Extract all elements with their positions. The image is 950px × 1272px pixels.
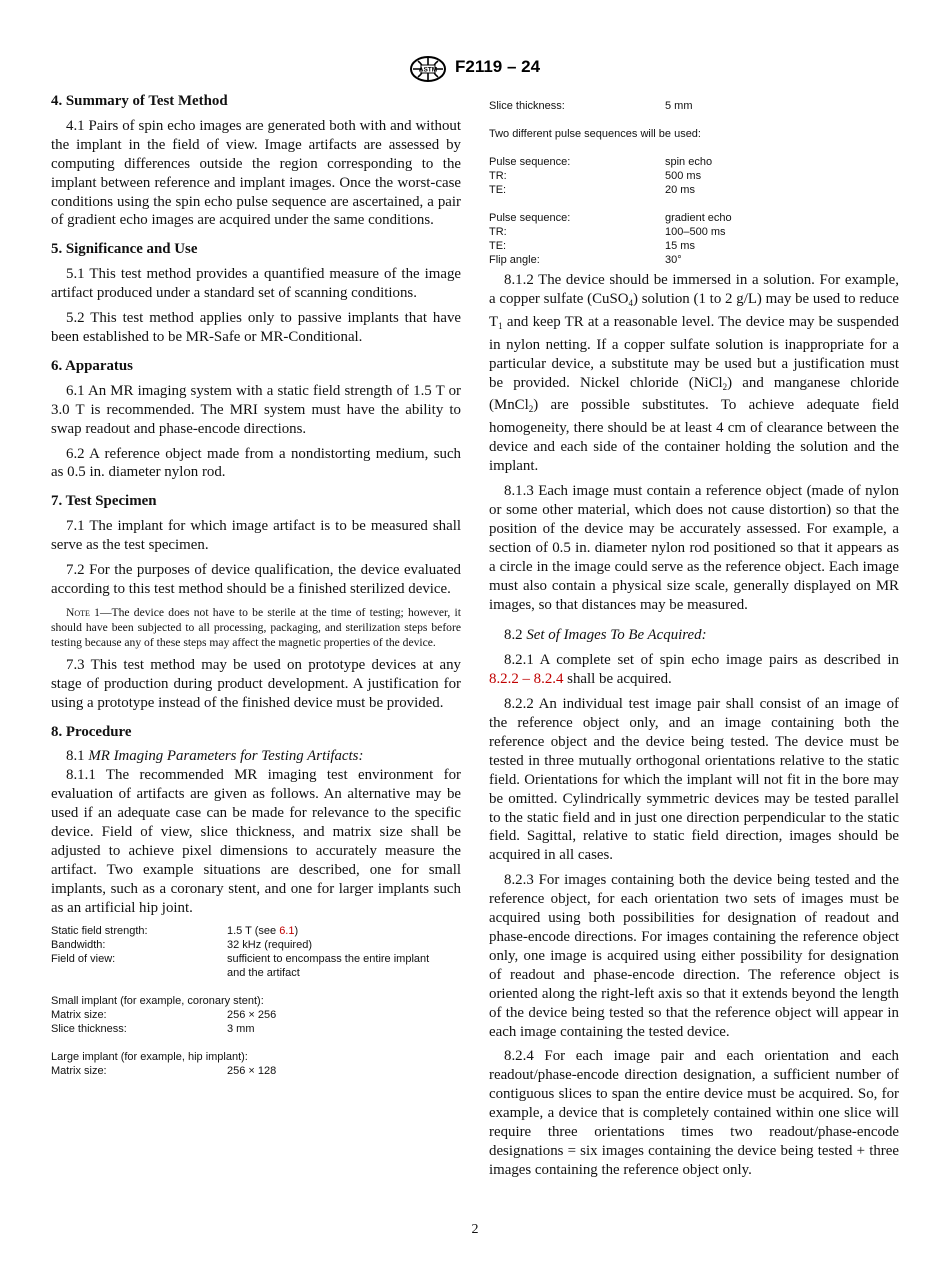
para-8-2-3: 8.2.3 For images containing both the device being tested and the reference object, for each orientation two sets of images must be acquired using both possibilities for designation of readout and phase-encode directions. For images containing the reference object only, one image is acquired using either possibility for designation of readout and phase-encode direction. The reference object is oriented along the right-left axis so that it extends beyond the length of the device being tested so that the reference object will appear in each image containing the tested device. <box>489 872 899 1040</box>
ref-link-6-1[interactable]: 6.1 <box>279 924 295 937</box>
left-column <box>51 92 461 1078</box>
param-group-heading: Small implant (for example, coronary stent): <box>51 994 264 1007</box>
para-8-1-number: 8.1 <box>66 748 85 765</box>
param-value: 32 kHz (required) <box>227 938 312 951</box>
param-row <box>489 225 732 239</box>
param-row <box>51 1064 429 1078</box>
param-label: Static field strength: <box>51 924 148 937</box>
static-close: ) <box>294 924 299 937</box>
param-value: sufficient to encompass the entire implant <box>227 952 430 965</box>
para-8-1-1: 8.1.1 The recommended MR imaging test environment for evaluation of artifacts are given as follows. An alternative may be used if an adequate case can be made for relevance to the specific device. Field of view, slice thickness, and matrix size shall be adjusted to achieve pixel dimensions to accurately measure the artifact. Two example situations are described, one for small implants, such as a coronary stent, and one for larger implants such as an artificial hip joint. <box>51 767 461 916</box>
param-label: Slice thickness: <box>489 100 565 112</box>
param-row <box>489 155 732 169</box>
param-label: TE: <box>489 184 507 196</box>
param-value: 500 ms <box>665 170 702 182</box>
param-value: 15 ms <box>665 240 695 252</box>
para-7-1: 7.1 The implant for which image artifact is to be measured shall serve as the test specimen. <box>51 518 461 554</box>
param-row <box>489 169 732 183</box>
param-label: Pulse sequence: <box>489 212 571 224</box>
page-number: 2 <box>471 1222 479 1237</box>
para-8-1-3: 8.1.3 Each image must contain a reference object (made of nylon or some other material, which does not cause distortion) so that the position of the device may be accurately assessed. For example, a section of 0.5 in. diameter nylon rod positioned so that it appears as a circle in the image could serve as the reference object. Each image must also contain a physical size scale, generally displayed on MR images, so that distances may be measured. <box>489 483 899 613</box>
param-value: 20 ms <box>665 184 695 196</box>
param-value: spin echo <box>665 156 713 168</box>
param-row <box>489 99 732 113</box>
param-row <box>489 253 732 267</box>
param-group-heading: Large implant (for example, hip implant): <box>51 1050 248 1063</box>
section-4-heading: 4. Summary of Test Method <box>51 93 228 109</box>
para-5-2: 5.2 This test method applies only to passive implants that have been established to be MR-Safe or MR-Conditional. <box>51 310 461 345</box>
document-id: F2119 – 24 <box>455 57 541 76</box>
note-label: Note 1 <box>66 605 100 619</box>
para-8-2-title: Set of Images To Be Acquired: <box>526 627 707 644</box>
text-run: and keep TR at a reasonable level. The device may be suspended in nylon netting. If a copper sulfate solution is inappropriate for a particular device, a substitute may be used but a justification must be provided. Nickel chloride (NiCl <box>489 313 899 391</box>
text-run: ) and manganese chloride (MnCl <box>489 374 899 414</box>
param-row <box>51 938 429 952</box>
param-label: Flip angle: <box>489 254 540 266</box>
para-8-2-4: 8.2.4 For each image pair and each orientation and each readout/phase-encode direction designation, a sufficient number of contiguous slices to span the entire device must be acquired. So, for example, a device that is completely contained within one slice will require three orientations times two readout/phase-encode designations = six images containing the device being tested + three images containing the reference object only. <box>489 1048 899 1178</box>
param-value: 100–500 ms <box>665 226 726 238</box>
param-label: Matrix size: <box>51 1008 107 1021</box>
text-run: ) are possible substitutes. To achieve adequate field homogeneity, there should be at least 4 cm of clearance between the device and each side of the container holding the solution and the implant. <box>489 397 899 475</box>
subscript: 1 <box>498 320 503 331</box>
param-value: 5 mm <box>665 100 693 112</box>
note-text: —The device does not have to be sterile at the time of testing; however, it should have been subjected to all processing, packaging, and sterilization steps before testing because any of these steps may affect the magnetic properties of the device. <box>51 605 461 649</box>
para-7-2: 7.2 For the purposes of device qualification, the device evaluated according to this test method should be a finished sterilized device. <box>51 562 461 597</box>
param-value <box>227 924 429 938</box>
para-8-2-number: 8.2 <box>504 627 523 644</box>
param-row <box>51 1008 429 1022</box>
param-row <box>489 183 732 197</box>
param-label: Slice thickness: <box>51 1022 127 1035</box>
text-run: 8.2.1 A complete set of spin echo image pairs as described in <box>504 652 899 669</box>
para-8-2 <box>489 626 899 645</box>
subscript: 2 <box>722 381 728 392</box>
subscript: 4 <box>628 297 634 308</box>
param-value: 256 × 128 <box>227 1064 277 1077</box>
text-run: shall be acquired. <box>563 671 672 688</box>
param-value: 256 × 256 <box>227 1008 277 1021</box>
param-row <box>51 952 429 966</box>
param-row <box>489 127 732 141</box>
subscript: 2 <box>528 404 534 415</box>
section-6-heading: 6. Apparatus <box>51 357 133 374</box>
para-8-1 <box>51 747 461 766</box>
astm-logo-icon <box>409 56 447 82</box>
section-8-heading: 8. Procedure <box>51 723 132 740</box>
section-5-heading: 5. Significance and Use <box>51 241 198 258</box>
param-label: Bandwidth: <box>51 938 106 951</box>
para-4-1: 4.1 Pairs of spin echo images are generated both with and without the implant in the field of view. Image artifacts are assessed by computing differences outside the region corresponding to the implant between reference and implant images. Once the worst-case conditions using the spin echo pulse sequence are ascertained, a pair of gradient echo images are acquired under the same conditions. <box>51 117 461 229</box>
param-label: TR: <box>489 170 507 182</box>
param-row <box>51 924 429 938</box>
para-5-1: 5.1 This test method provides a quantified measure of the image artifact produced under a standard set of scanning conditions. <box>51 266 461 302</box>
param-row <box>489 211 732 225</box>
param-label: Matrix size: <box>51 1064 107 1077</box>
ref-link-8-2-2-to-8-2-4[interactable]: 8.2.2 – 8.2.4 <box>489 671 564 688</box>
para-7-3: 7.3 This test method may be used on prototype devices at any stage of production during product development. A justification for using a prototype instead of the finished device must be provided. <box>51 656 461 711</box>
param-label: Pulse sequence: <box>489 156 571 168</box>
para-8-2-2: 8.2.2 An individual test image pair shall consist of an image of the reference object only, and an image containing both the reference object and the device being tested. The device must be tested in three mutually orthogonal orientations relative to the static field. Orientations for which the implant will not fit in the bore may be omitted. Cylindrically symmetric devices may be tested parallel to the static field and in just one direction perpendicular to the static field. Sagittal, relative to static field direction, images should be acquired in all cases. <box>489 696 899 864</box>
para-8-2-1 <box>489 651 899 689</box>
para-6-1: 6.1 An MR imaging system with a static field strength of 1.5 T or 3.0 T is recommended. The MRI system must have the ability to swap readout and phase-encode directions. <box>51 382 461 437</box>
param-row <box>51 1022 429 1036</box>
param-label: TE: <box>489 240 507 252</box>
param-value: and the artifact <box>227 966 300 979</box>
page-header <box>0 56 950 82</box>
param-row <box>489 239 732 253</box>
svg-text:ASTM: ASTM <box>418 66 438 74</box>
param-value: 3 mm <box>227 1022 255 1035</box>
para-8-1-2 <box>489 271 899 476</box>
static-value: 1.5 T (see <box>227 924 280 937</box>
text-run: ) solution (1 to 2 g/L) may be used to reduce T <box>489 290 899 330</box>
para-8-1-title: MR Imaging Parameters for Testing Artifacts: <box>88 748 364 765</box>
param-row <box>51 994 429 1008</box>
para-6-2: 6.2 A reference object made from a nondistorting medium, such as 0.5 in. diameter nylon rod. <box>51 445 461 481</box>
param-row <box>51 966 429 980</box>
param-row <box>51 1050 429 1064</box>
param-label: TR: <box>489 226 507 238</box>
right-column <box>489 99 899 1186</box>
param-group-heading: Two different pulse sequences will be used: <box>489 128 701 140</box>
note-1 <box>51 605 461 650</box>
param-value: gradient echo <box>665 212 732 224</box>
parameters-table-left <box>51 924 429 1078</box>
text-run: 8.1.2 The device should be immersed in a solution. For example, a copper sulfate (CuSO <box>489 272 899 307</box>
section-7-heading: 7. Test Specimen <box>51 493 157 510</box>
param-label: Field of view: <box>51 952 116 965</box>
param-value: 30° <box>665 254 682 266</box>
parameters-table-right <box>489 99 732 267</box>
